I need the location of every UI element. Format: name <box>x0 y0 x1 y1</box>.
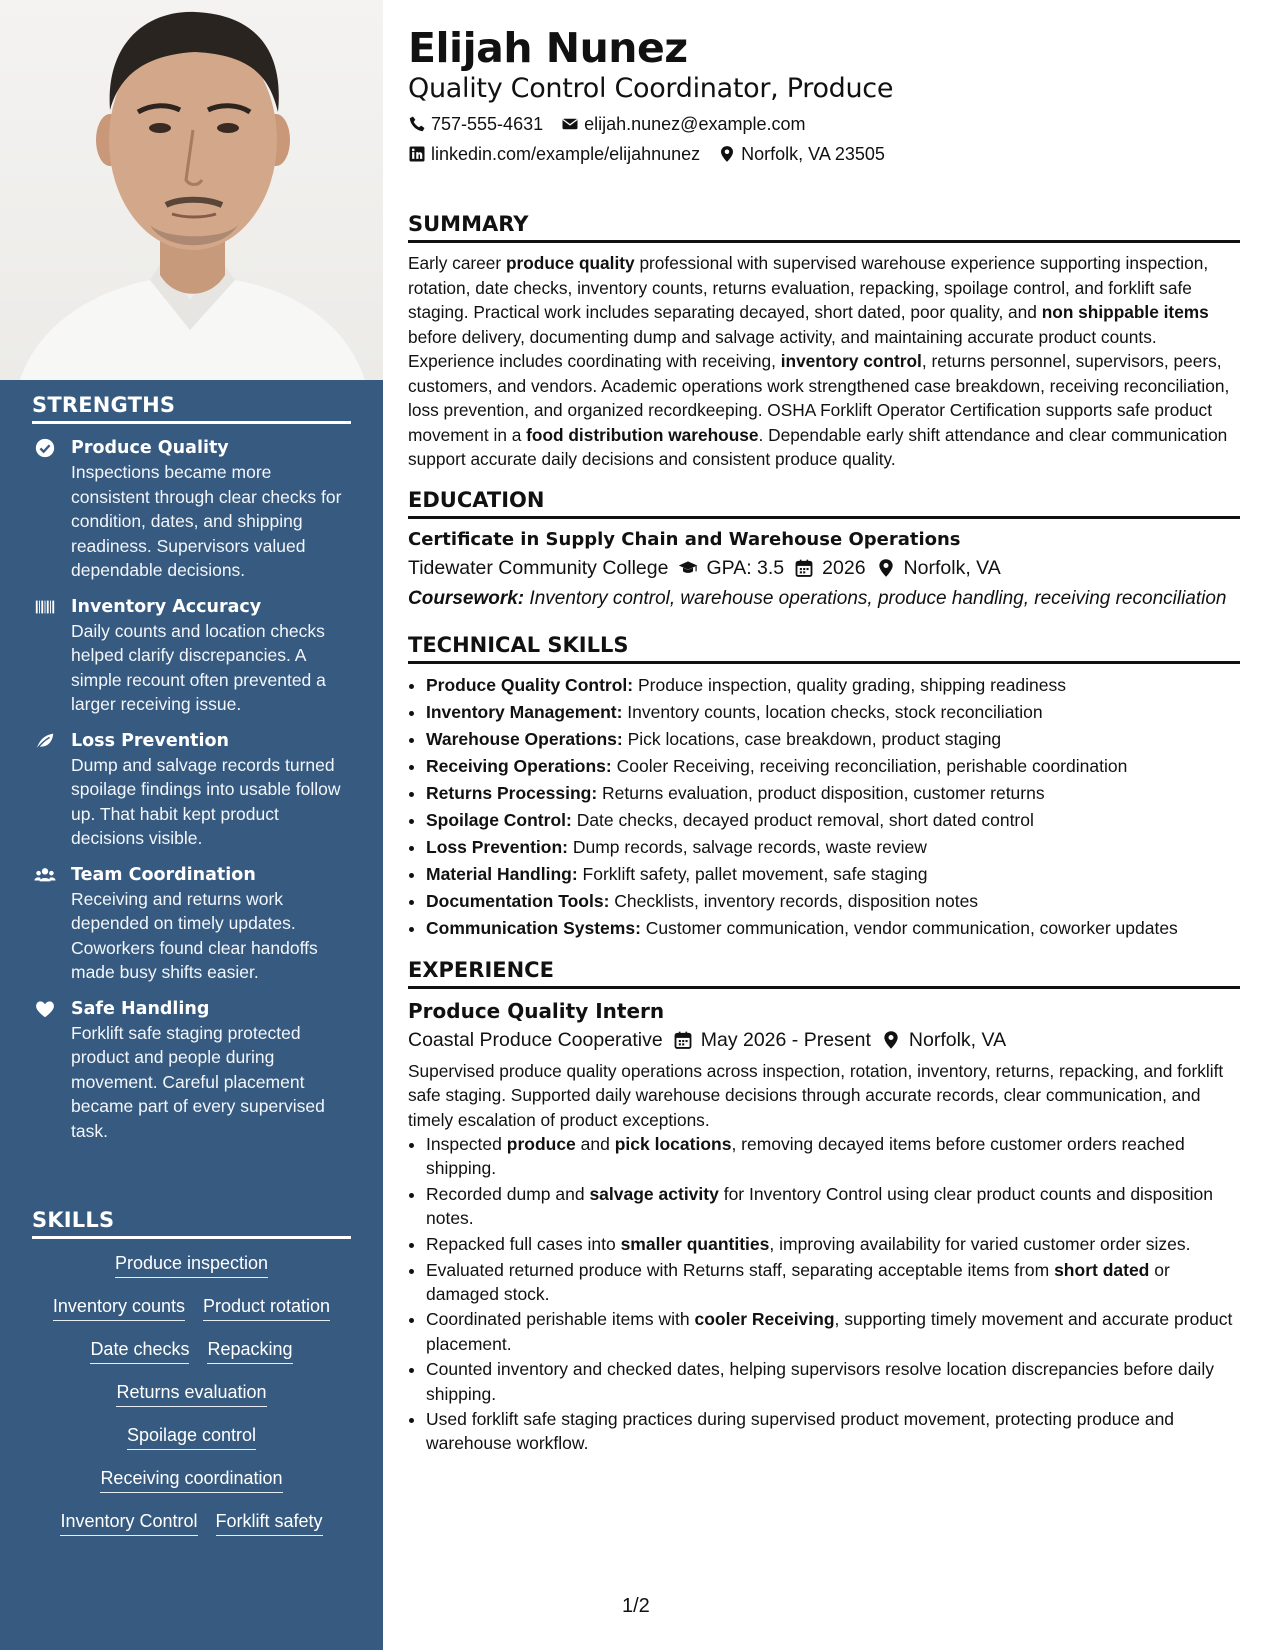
strength-text: Inspections became more consistent through clear checks for condition, dates, and shipping readiness. Supervisors valued dependable decisions. <box>71 462 342 580</box>
candidate-name: Elijah Nunez <box>408 24 688 72</box>
home-location: Norfolk, VA 23505 <box>741 144 885 164</box>
strength-item <box>32 997 351 1144</box>
bullet-part: , improving availability for varied customer order sizes. <box>769 1233 1191 1254</box>
linkedin-url: linkedin.com/example/elijahnunez <box>431 144 701 164</box>
map-pin-icon <box>718 145 736 163</box>
strengths-section <box>32 393 351 1143</box>
tech-skill-item <box>426 753 1240 780</box>
strength-text: Receiving and returns work depended on timely updates. Coworkers found clear handoffs made busy shifts easier. <box>71 888 318 982</box>
tech-skill-label: Documentation Tools: <box>426 890 610 911</box>
bullet-part: Recorded dump and <box>426 1183 590 1204</box>
experience-bullet <box>426 1182 1240 1230</box>
strength-item <box>32 595 351 717</box>
skill-tag: Returns evaluation <box>116 1380 266 1407</box>
tech-skill-label: Produce Quality Control: <box>426 674 634 695</box>
coursework-label: Coursework: <box>408 587 525 609</box>
email-contact[interactable] <box>561 112 805 136</box>
tech-skill-item <box>426 699 1240 726</box>
bullet-highlight: produce <box>506 1134 576 1154</box>
tech-skill-text: Date checks, decayed product removal, short dated control <box>571 809 1034 830</box>
strength-item <box>32 729 351 851</box>
tech-skill-text: Cooler Receiving, receiving reconciliation, perishable coordination <box>611 755 1128 776</box>
experience-description: Supervised produce quality operations across inspection, rotation, inventory, returns, repacking, and forklift safe staging. Supported daily warehouse decisions through accurate records, clear communication, and timely escalation of product exceptions. <box>408 1060 1224 1130</box>
skill-tag: Inventory Control <box>60 1509 197 1536</box>
school-name: Tidewater Community College <box>408 556 669 579</box>
bullet-highlight: pick locations <box>614 1134 732 1154</box>
summary-highlight: food distribution warehouse <box>526 424 759 445</box>
technical-skills-list <box>408 672 1240 942</box>
job-location: Norfolk, VA <box>908 1028 1007 1051</box>
bullet-part: , removing decayed items before customer orders reached shipping. <box>426 1134 1185 1179</box>
bullet-part: Coordinated perishable items with <box>426 1309 695 1330</box>
tech-skill-item <box>426 780 1240 807</box>
technical-skills-section <box>408 631 1240 942</box>
bullet-highlight: smaller quantities <box>620 1233 770 1254</box>
summary-text <box>408 251 1240 472</box>
barcode-icon <box>34 596 56 618</box>
tech-skill-item <box>426 834 1240 861</box>
tech-skill-text: Checklists, inventory records, disposition notes <box>609 890 979 911</box>
coursework-list: Inventory control, warehouse operations, produce handling, receiving reconciliation <box>524 587 1227 609</box>
main-content <box>408 22 1240 1457</box>
linkedin-icon <box>408 145 426 163</box>
contact-row-2 <box>408 142 1240 166</box>
bullet-part: Inspected <box>426 1134 507 1154</box>
summary-section <box>408 210 1240 472</box>
skill-tag: Produce inspection <box>115 1251 268 1278</box>
employment-dates: May 2026 - Present <box>700 1028 871 1051</box>
experience-bullet <box>426 1232 1240 1256</box>
experience-bullet <box>426 1258 1240 1306</box>
portrait-image <box>0 0 383 380</box>
education-heading: EDUCATION <box>408 486 1240 519</box>
skills-list <box>32 1251 351 1536</box>
bullet-part: Counted inventory and checked dates, helping supervisors resolve location discrepancies before daily shipping. <box>426 1359 1214 1404</box>
tech-skill-label: Returns Processing: <box>426 782 598 803</box>
summary-highlight: non shippable items <box>1041 302 1209 322</box>
tech-skill-label: Material Handling: <box>426 863 578 884</box>
summary-part: Early career <box>408 253 506 273</box>
tech-skill-label: Warehouse Operations: <box>426 728 623 749</box>
strength-title: Inventory Accuracy <box>71 596 262 617</box>
technical-skills-heading: TECHNICAL SKILLS <box>408 631 1240 664</box>
skill-tag: Date checks <box>90 1337 189 1364</box>
experience-section <box>408 956 1240 1456</box>
summary-heading: SUMMARY <box>408 210 1240 243</box>
skills-heading: SKILLS <box>32 1208 351 1239</box>
bullet-part: and <box>575 1134 615 1154</box>
bullet-part: or damaged stock. <box>426 1259 1170 1304</box>
summary-highlight: inventory control <box>780 351 922 371</box>
experience-bullets <box>408 1132 1240 1456</box>
strength-item <box>32 863 351 985</box>
gpa-value: GPA: 3.5 <box>706 556 785 579</box>
skill-tag: Receiving coordination <box>100 1466 282 1493</box>
summary-part: , returns personnel, supervisors, peers, customers, and vendors. Academic operations work strengthened case breakdown, receiving reconciliation, loss prevention, and organized recordkeeping. OSHA Forklift Operator Certification supports safe product movement in a <box>408 351 1230 445</box>
tech-skill-item <box>426 888 1240 915</box>
experience-bullet <box>426 1357 1240 1405</box>
tech-skill-text: Inventory counts, location checks, stock reconciliation <box>622 701 1043 722</box>
bullet-part: Used forklift safe staging practices during supervised product movement, protecting produce and warehouse workflow. <box>426 1409 1175 1454</box>
strength-title: Team Coordination <box>71 864 256 885</box>
tech-skill-label: Receiving Operations: <box>426 755 612 776</box>
skill-tag: Forklift safety <box>216 1509 323 1536</box>
strength-title: Produce Quality <box>71 438 229 458</box>
page-number: 1/2 <box>622 1595 650 1617</box>
tech-skill-text: Customer communication, vendor communication, coworker updates <box>640 917 1178 938</box>
tech-skill-item <box>426 726 1240 753</box>
tech-skill-text: Forklift safety, pallet movement, safe staging <box>577 863 928 884</box>
tech-skill-item <box>426 861 1240 888</box>
tech-skill-label: Communication Systems: <box>426 917 641 938</box>
experience-bullet <box>426 1307 1240 1355</box>
map-pin-icon <box>876 558 896 578</box>
strength-item <box>32 436 351 583</box>
tech-skill-text: Produce inspection, quality grading, shipping readiness <box>633 674 1067 695</box>
skill-tag: Spoilage control <box>127 1423 256 1450</box>
phone-number: 757-555-4631 <box>431 114 544 134</box>
role-title: Produce Quality Intern <box>408 998 665 1023</box>
envelope-icon <box>561 115 579 133</box>
job-title: Quality Control Coordinator, Produce <box>408 73 894 104</box>
sidebar <box>0 0 383 1650</box>
tech-skill-label: Loss Prevention: <box>426 836 568 857</box>
school-location: Norfolk, VA <box>903 556 1001 579</box>
bullet-part: , supporting timely movement and accurate product placement. <box>426 1309 1233 1354</box>
summary-part: professional with supervised warehouse experience supporting inspection, rotation, date checks, inventory counts, returns evaluation, repacking, spoilage control, and forklift safe staging. Practical work includes separating decayed, short dated, poor quality, and <box>408 253 1209 322</box>
coursework <box>408 587 1240 611</box>
phone-contact[interactable] <box>408 112 543 136</box>
skill-tag: Product rotation <box>203 1294 330 1321</box>
leaf-icon <box>34 730 56 752</box>
experience-bullet <box>426 1132 1240 1180</box>
skill-tag: Inventory counts <box>53 1294 185 1321</box>
tech-skill-label: Spoilage Control: <box>426 809 572 830</box>
bullet-part: Evaluated returned produce with Returns staff, separating acceptable items from <box>426 1259 1055 1280</box>
email-address: elijah.nunez@example.com <box>584 114 806 134</box>
graduation-cap-icon <box>678 558 698 578</box>
company-name: Coastal Produce Cooperative <box>408 1028 663 1051</box>
map-pin-icon <box>881 1030 901 1050</box>
strength-title: Loss Prevention <box>71 730 230 751</box>
calendar-icon <box>673 1030 693 1050</box>
tech-skill-text: Returns evaluation, product disposition, customer returns <box>597 782 1045 803</box>
experience-bullet <box>426 1407 1240 1455</box>
users-icon <box>34 864 56 886</box>
strengths-heading: STRENGTHS <box>32 393 351 424</box>
linkedin-contact[interactable] <box>408 142 700 166</box>
location-contact <box>718 142 885 166</box>
strength-text: Forklift safe staging protected product and people during movement. Careful placement became part of every supervised task. <box>71 1022 325 1141</box>
check-circle-icon <box>34 437 56 459</box>
bullet-highlight: salvage activity <box>589 1183 719 1204</box>
bullet-highlight: cooler Receiving <box>694 1309 835 1330</box>
bullet-part: Repacked full cases into <box>426 1233 621 1254</box>
strength-text: Daily counts and location checks helped clarify discrepancies. A simple recount often prevented a larger receiving issue. <box>71 620 326 714</box>
tech-skill-text: Pick locations, case breakdown, product staging <box>622 728 1002 749</box>
tech-skill-item <box>426 672 1240 699</box>
skill-tag: Repacking <box>207 1337 292 1364</box>
education-meta <box>408 553 1240 583</box>
education-section <box>408 486 1240 611</box>
experience-meta <box>408 1025 1240 1055</box>
bullet-part: for Inventory Control using clear product counts and disposition notes. <box>426 1183 1214 1229</box>
summary-part: . Dependable early shift attendance and clear communication support accurate daily decisions and consistent produce quality. <box>408 424 1228 469</box>
tech-skill-text: Dump records, salvage records, waste review <box>567 836 927 857</box>
tech-skill-item <box>426 915 1240 942</box>
tech-skill-item <box>426 807 1240 834</box>
contact-row <box>408 112 1240 136</box>
calendar-icon <box>794 558 814 578</box>
strength-text: Dump and salvage records turned spoilage findings into usable follow up. That habit kept product decisions visible. <box>71 754 341 848</box>
phone-icon <box>408 115 426 133</box>
degree-title: Certificate in Supply Chain and Warehouse Operations <box>408 528 961 550</box>
skills-section <box>32 1208 351 1552</box>
summary-part: before delivery, documenting dump and salvage activity, and maintaining accurate product counts. Experience includes coordinating with receiving, <box>408 326 1157 371</box>
profile-photo <box>0 0 383 380</box>
strength-title: Safe Handling <box>71 998 210 1019</box>
summary-highlight: produce quality <box>505 253 635 273</box>
bullet-highlight: short dated <box>1054 1259 1150 1280</box>
heart-icon <box>34 998 56 1020</box>
graduation-year: 2026 <box>822 556 866 579</box>
tech-skill-label: Inventory Management: <box>426 701 623 722</box>
experience-heading: EXPERIENCE <box>408 956 1240 989</box>
